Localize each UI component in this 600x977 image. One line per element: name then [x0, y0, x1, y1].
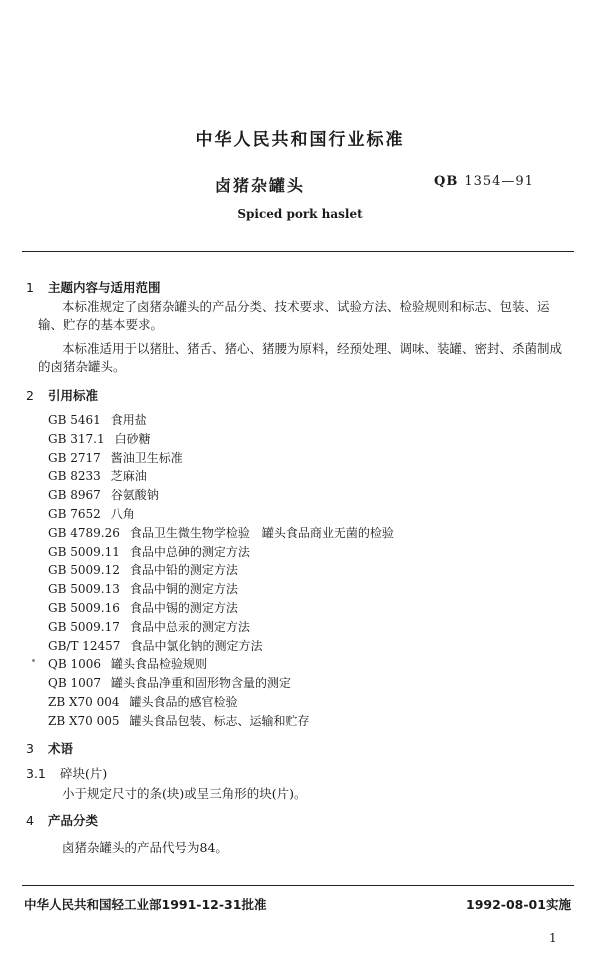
- section-3-number: 3: [26, 741, 34, 756]
- standard-code-number: 1354—91: [464, 174, 534, 189]
- english-title: Spiced pork haslet: [237, 207, 363, 221]
- section-3-heading: [26, 739, 73, 757]
- document-title: 卤猪杂罐头: [215, 176, 306, 195]
- reference-item: [48, 637, 262, 655]
- standard-title: 中华人民共和国行业标准: [195, 130, 405, 150]
- reference-item: [48, 693, 238, 711]
- footer-divider: [22, 885, 574, 886]
- reference-title: 谷氨酸钠: [110, 488, 159, 503]
- reference-item: [48, 674, 291, 692]
- reference-title: 罐头食品的感官检验: [129, 695, 238, 709]
- reference-code: GB 5009.12: [48, 563, 120, 578]
- section-4-heading: [26, 811, 98, 829]
- reference-code: GB 5461: [48, 413, 101, 427]
- reference-code: QB 1006: [48, 657, 102, 672]
- reference-code: GB 5009.17: [48, 619, 120, 634]
- section-3-1-heading: [26, 764, 107, 782]
- section-2-heading: [26, 386, 98, 404]
- reference-title: 八角: [110, 507, 135, 521]
- section-2-title: 引用标准: [48, 388, 99, 403]
- section-1-number: 1: [26, 280, 34, 295]
- reference-title: 食品中总汞的测定方法: [129, 619, 250, 634]
- reference-item: [48, 486, 159, 504]
- reference-item: [48, 430, 151, 448]
- effective-date: 1992-08-01实施: [466, 897, 571, 912]
- reference-title: 食用盐: [110, 413, 147, 427]
- scan-mark: [32, 659, 35, 662]
- section-1-title: 主题内容与适用范围: [48, 280, 161, 295]
- reference-item: [48, 599, 238, 617]
- reference-code: GB 4789.26: [48, 525, 120, 540]
- page-number: 1: [549, 931, 557, 945]
- section-4-number: 4: [26, 813, 34, 828]
- section-1-heading: [26, 278, 161, 296]
- reference-item: [48, 467, 147, 485]
- section-3-title: 术语: [48, 741, 74, 756]
- reference-title: 酱油卫生标准: [110, 450, 183, 465]
- standard-code-prefix: QB: [434, 174, 459, 189]
- reference-title: 罐头食品包装、标志、运输和贮存: [129, 713, 310, 728]
- reference-code: GB 5009.16: [48, 601, 120, 615]
- section-1-para-1: 本标准规定了卤猪杂罐头的产品分类、技术要求、试验方法、检验规则和标志、包装、运输、贮存的基本要求。: [38, 299, 550, 332]
- reference-title: 食品中铜的测定方法: [129, 582, 238, 597]
- reference-code: GB 8233: [48, 469, 101, 484]
- section-2-number: 2: [26, 388, 34, 403]
- reference-code: GB 317.1: [48, 431, 105, 446]
- reference-title: 食品中铅的测定方法: [129, 563, 238, 578]
- reference-item: [48, 655, 207, 673]
- reference-item: [48, 411, 147, 429]
- reference-item: [48, 561, 238, 579]
- section-4-text: 卤猪杂罐头的产品代号为84。: [62, 840, 228, 855]
- reference-title: 食品中总砷的测定方法: [129, 544, 250, 559]
- reference-code: QB 1007: [48, 676, 102, 691]
- reference-code: GB 8967: [48, 488, 101, 503]
- header-divider: [22, 251, 574, 252]
- reference-code: GB 7652: [48, 507, 101, 521]
- reference-title: 食品中氯化钠的测定方法: [130, 638, 263, 653]
- section-3-1-title: 碎块(片): [60, 766, 108, 781]
- reference-code: GB 5009.13: [48, 582, 120, 597]
- section-3-1-number: 3.1: [26, 766, 46, 781]
- reference-item: [48, 505, 135, 523]
- reference-item: [48, 712, 310, 730]
- reference-item: [48, 618, 250, 636]
- section-3-1-text: 小于规定尺寸的条(块)或呈三角形的块(片)。: [62, 786, 307, 801]
- reference-title: 白砂糖: [114, 431, 151, 446]
- section-4-title: 产品分类: [48, 813, 99, 828]
- reference-code: ZB X70 005: [48, 713, 120, 728]
- reference-title: 芝麻油: [110, 469, 147, 484]
- reference-code: GB 2717: [48, 450, 101, 465]
- reference-code: GB/T 12457: [48, 638, 121, 653]
- reference-code: GB 5009.11: [48, 544, 120, 559]
- standard-code: [434, 174, 534, 189]
- reference-title: 食品中锡的测定方法: [129, 601, 238, 615]
- reference-item: [48, 449, 183, 467]
- reference-item: [48, 543, 250, 561]
- reference-title: 罐头食品净重和固形物含量的测定: [111, 676, 292, 691]
- section-1-para-2: 本标准适用于以猪肚、猪舌、猪心、猪腰为原料，经预处理、调味、装罐、密封、杀菌制成的卤猪杂罐头。: [38, 341, 563, 374]
- reference-item: [48, 580, 238, 598]
- reference-item: [48, 524, 394, 542]
- reference-title: 食品卫生微生物学检验 罐头食品商业无菌的检验: [129, 525, 394, 540]
- reference-code: ZB X70 004: [48, 695, 120, 709]
- reference-title: 罐头食品检验规则: [111, 657, 208, 672]
- approval-line: 中华人民共和国轻工业部1991-12-31批准: [24, 897, 267, 912]
